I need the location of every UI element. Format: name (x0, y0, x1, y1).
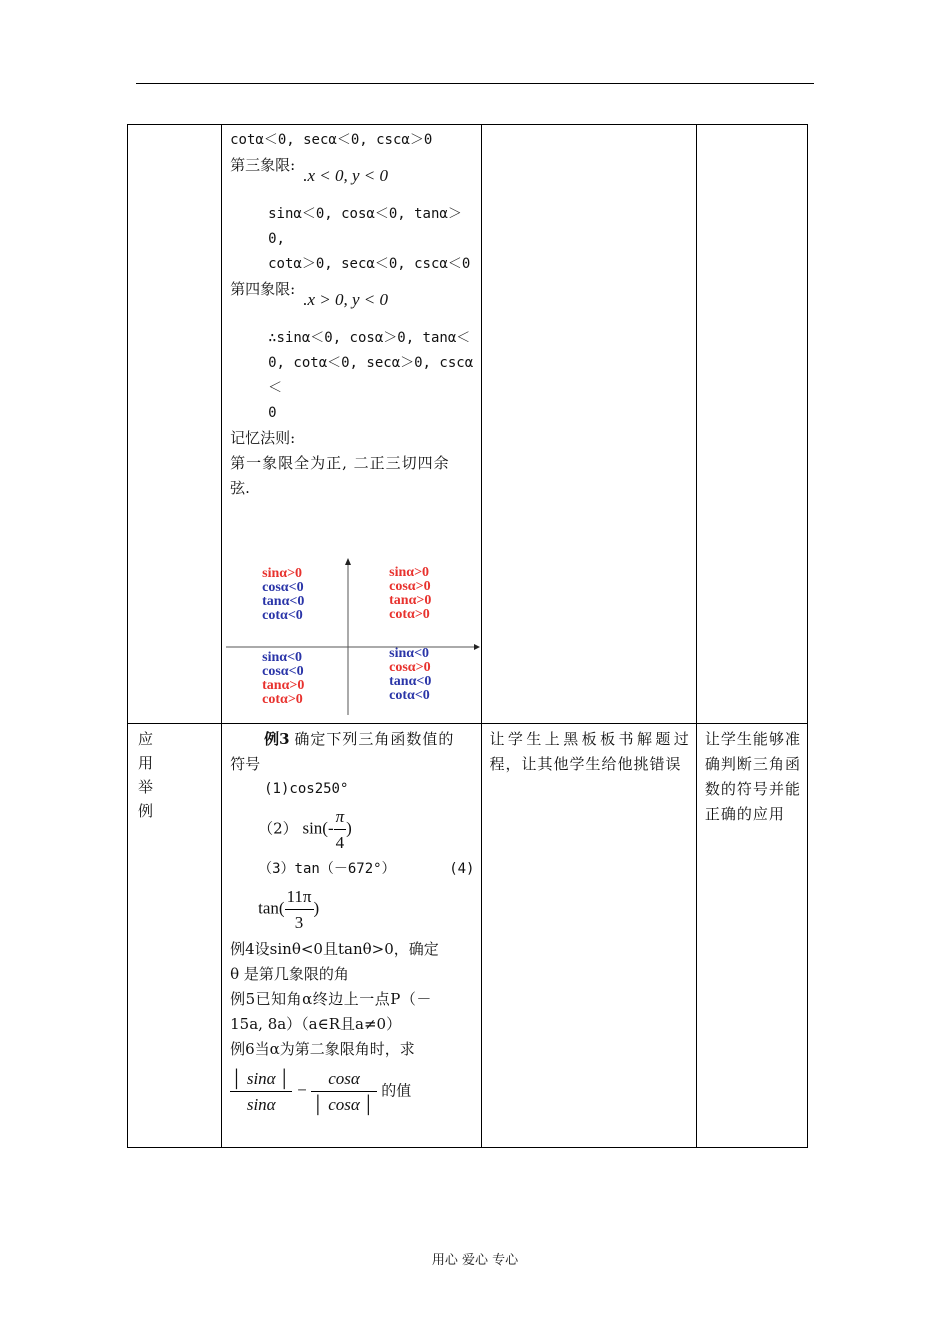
item2-prefix: （2） (258, 819, 298, 838)
header-rule (136, 83, 814, 84)
example3-item4-label: (4) (449, 861, 475, 877)
q3-sin: sinα<0 (262, 650, 303, 665)
quadrant-4-signs (389, 647, 431, 703)
q4-cot: cotα<0 (389, 688, 430, 703)
example6-line1: 例6当α为第二象限角时，求 (230, 1040, 415, 1058)
q1-cot: cotα>0 (389, 607, 430, 622)
example4-line1: 例4设sinθ<0且tanθ>0，确定 (230, 940, 439, 958)
item4-fraction (285, 884, 314, 935)
quadrant-3-signs (262, 651, 304, 707)
q3-condition: .x < 0, y < 0 (303, 166, 388, 185)
example3-label: 例3 (264, 730, 290, 748)
item2-num: π (335, 807, 345, 826)
q1-cos: cosα>0 (389, 579, 431, 594)
purpose-cell-empty (696, 125, 807, 724)
q3-heading: 第三象限: (230, 156, 296, 174)
memory-rule-2: 弦. (230, 479, 250, 497)
q2-cot: cotα<0 (262, 608, 303, 623)
teacher-activity: 让学生上黑板板书解题过程，让其他学生给他挑错误 (489, 730, 690, 773)
y-axis-arrow (345, 558, 351, 565)
q4-sin: sinα<0 (389, 646, 430, 661)
q3-signs-2: cotα＞0, secα＜0, cscα＜0 (268, 256, 471, 272)
example3-text-2: 符号 (230, 755, 261, 773)
stage-cell (128, 724, 222, 1148)
q4-signs-3: 0 (268, 405, 277, 421)
item2-den: 4 (334, 829, 347, 855)
q1-tan: tanα>0 (389, 593, 432, 608)
quadrant-2-signs (262, 567, 304, 623)
table-row (128, 724, 808, 1148)
example3-item4 (230, 884, 474, 935)
q3-tan: tanα>0 (262, 678, 305, 693)
q1-sin: sinα>0 (389, 565, 430, 580)
ex6-f2-num: cosα (328, 1069, 360, 1088)
ex6-fraction-1 (230, 1066, 292, 1117)
example6-expression (230, 1066, 474, 1117)
q4-signs-2: 0, cotα＜0, secα＞0, cscα＜ (268, 355, 474, 396)
item2-close: ) (346, 818, 352, 838)
stage-char: 举 (138, 778, 154, 796)
table-row (128, 125, 808, 724)
q4-cos: cosα>0 (389, 660, 431, 675)
item4-close: ) (313, 898, 320, 918)
ex6-minus: − (297, 1080, 307, 1100)
item4-den: 3 (285, 909, 314, 935)
purpose-text: 让学生能够准确判断三角函数的符号并能正确的应用 (704, 730, 801, 823)
item2-fn: sin(- (302, 818, 334, 838)
ex6-fraction-2 (311, 1066, 376, 1117)
examples-cell (222, 724, 481, 1148)
example3-text: 确定下列三角函数值的 (294, 730, 455, 748)
stage-char: 用 (138, 754, 154, 772)
x-axis-arrow (474, 644, 480, 650)
stage-char: 应 (138, 730, 154, 748)
memory-rule-1: 第一象限全为正, 二正三切四余 (230, 454, 450, 472)
item2-fraction (334, 804, 347, 855)
ex6-f1-den: sinα (230, 1091, 292, 1117)
q4-signs-1: ∴sinα＜0, cosα＞0, tanα＜ (268, 330, 471, 346)
page-footer: 用心 爱心 专心 (431, 1253, 519, 1268)
q3-cot: cotα>0 (262, 692, 303, 707)
example5-line1: 例5已知角α终边上一点P（－ (230, 990, 432, 1008)
teacher-cell-empty (481, 125, 696, 724)
ex6-tail: 的值 (381, 1081, 412, 1100)
example3-item3: （3）tan（－672°） (258, 861, 396, 877)
teacher-cell (481, 724, 696, 1148)
purpose-cell (696, 724, 807, 1148)
q2-tan: tanα<0 (262, 594, 305, 609)
q4-tan: tanα<0 (389, 674, 432, 689)
q4-condition: .x > 0, y < 0 (303, 290, 388, 309)
quadrant-1-signs (389, 566, 431, 622)
example4-line2: θ 是第几象限的角 (230, 965, 349, 983)
content-cell (222, 125, 481, 724)
example3-item2 (230, 804, 474, 855)
ex6-f2-den: │ cosα │ (311, 1091, 376, 1117)
ex6-f1-num: │ sinα │ (232, 1069, 291, 1088)
stage-cell-empty (128, 125, 222, 724)
quadrant2-line: cotα＜0, secα＜0, cscα＞0 (230, 132, 433, 148)
q2-cos: cosα<0 (262, 580, 304, 595)
axes (222, 553, 481, 723)
example3-item1: (1)cos250° (264, 781, 349, 797)
sign-diagram (230, 553, 474, 723)
item4-fn: tan( (258, 898, 285, 918)
q3-signs-1: sinα＜0, cosα＜0, tanα＞0, (268, 206, 462, 247)
lesson-table (127, 124, 808, 1148)
q3-cos: cosα<0 (262, 664, 304, 679)
stage-char: 例 (138, 802, 154, 820)
item4-num: 11π (286, 887, 312, 906)
example5-line2: 15a, 8a）（a∈R且a≠0） (230, 1015, 402, 1033)
q2-sin: sinα>0 (262, 566, 303, 581)
memory-heading: 记忆法则: (230, 429, 296, 447)
q4-heading: 第四象限: (230, 280, 296, 298)
